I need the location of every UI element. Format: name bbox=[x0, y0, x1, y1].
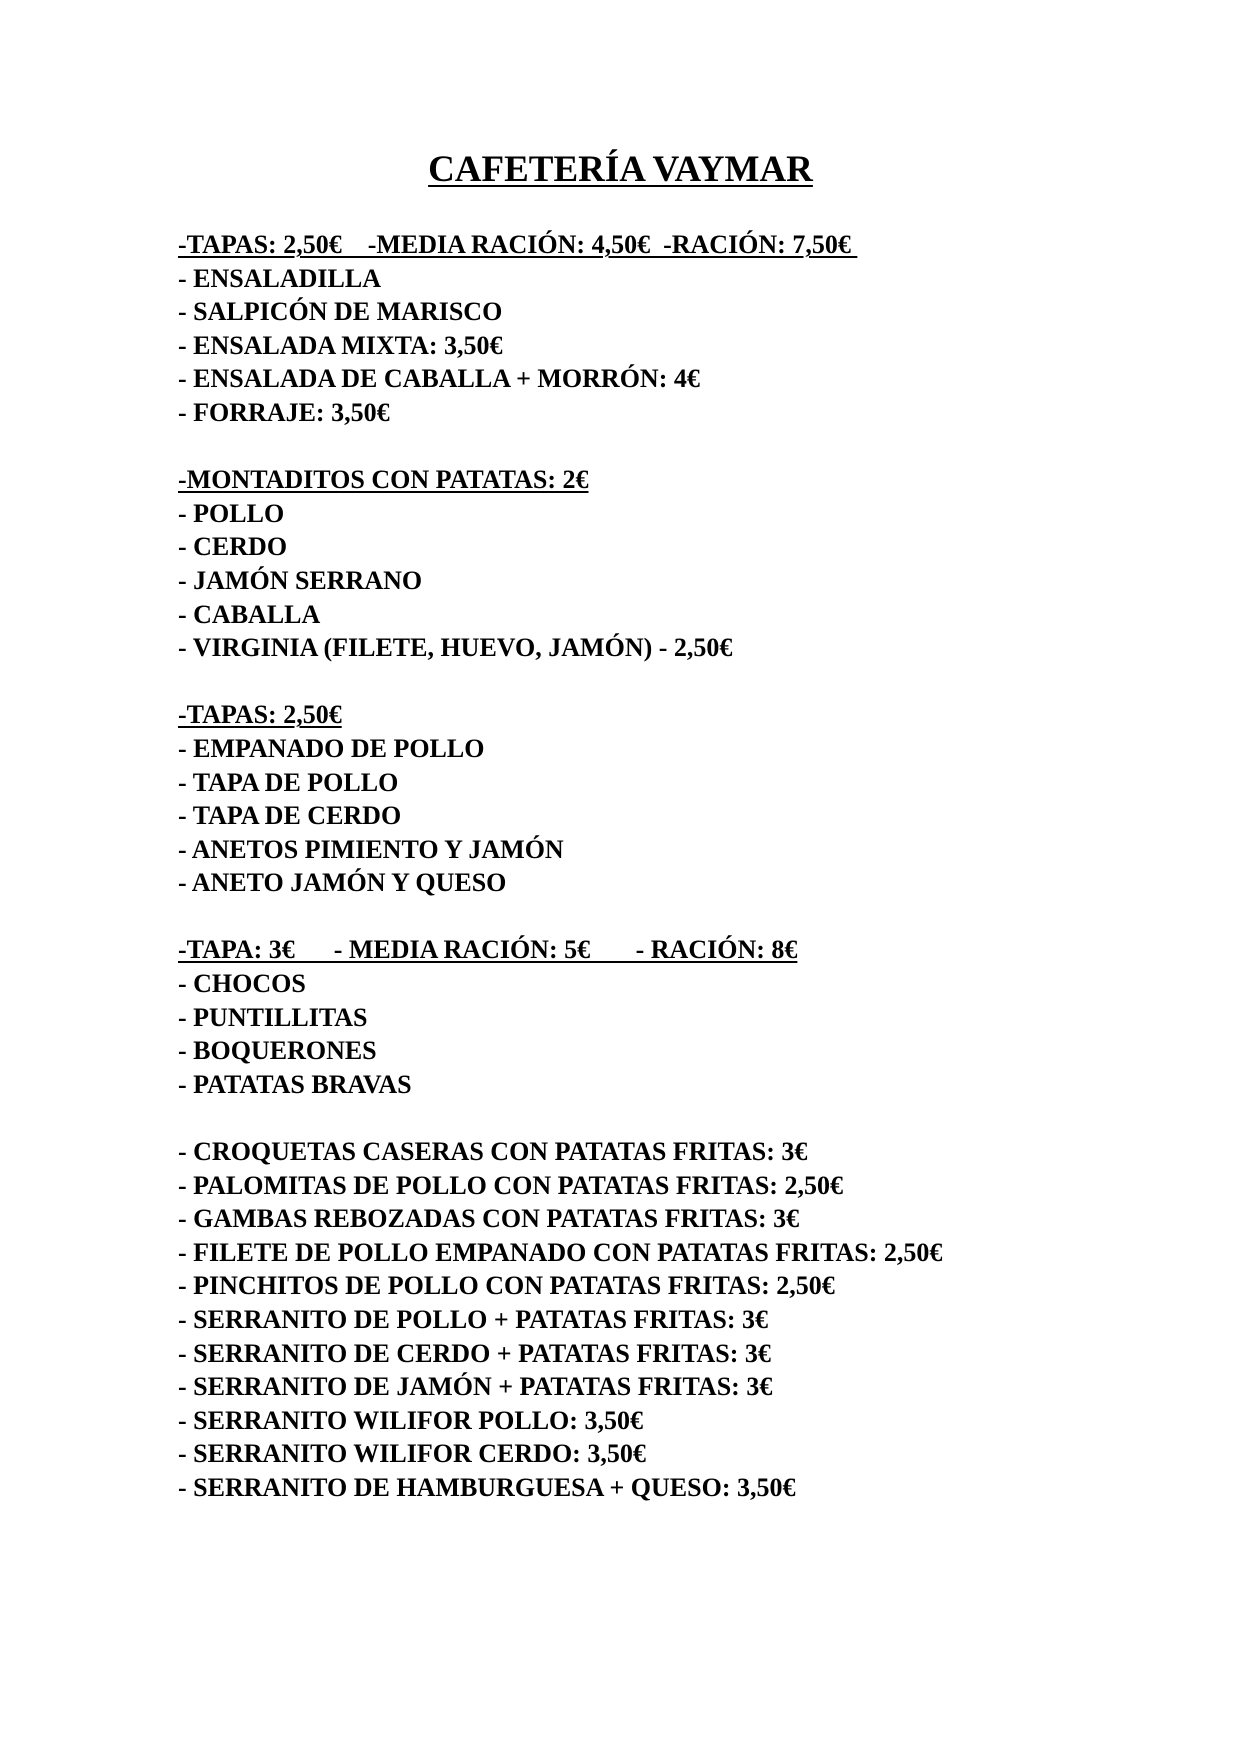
menu-item: - ANETOS PIMIENTO Y JAMÓN bbox=[178, 834, 564, 864]
menu-item: - JAMÓN SERRANO bbox=[178, 565, 423, 595]
menu-item: - ANETO JAMÓN Y QUESO bbox=[178, 868, 507, 898]
menu-item: - POLLO bbox=[178, 498, 285, 528]
menu-item: - ENSALADA DE CABALLA + MORRÓN: 4€ bbox=[178, 364, 700, 394]
menu-item: - CROQUETAS CASERAS CON PATATAS FRITAS: 3€ bbox=[178, 1137, 808, 1167]
menu-item: - ENSALADA MIXTA: 3,50€ bbox=[178, 330, 503, 360]
section-montaditos bbox=[178, 463, 1218, 665]
section-spacer bbox=[178, 665, 1218, 699]
menu-item: - SERRANITO DE CERDO + PATATAS FRITAS: 3€ bbox=[178, 1338, 771, 1368]
menu-item: - PATATAS BRAVAS bbox=[178, 1069, 412, 1099]
menu-item: - CERDO bbox=[178, 532, 288, 562]
menu-item: - VIRGINIA (FILETE, HUEVO, JAMÓN) - 2,50€ bbox=[178, 633, 733, 663]
menu-item: - SERRANITO DE HAMBURGUESA + QUESO: 3,50€ bbox=[178, 1472, 796, 1502]
page-title: CAFETERÍA VAYMAR bbox=[428, 149, 813, 190]
section-header: -TAPAS: 2,50€ bbox=[178, 700, 342, 730]
section-header: -MONTADITOS CON PATATAS: 2€ bbox=[178, 465, 589, 495]
menu-item: - SERRANITO DE JAMÓN + PATATAS FRITAS: 3€ bbox=[178, 1372, 773, 1402]
menu-item: - FORRAJE: 3,50€ bbox=[178, 397, 390, 427]
menu-item: - CABALLA bbox=[178, 599, 321, 629]
menu-item: - TAPA DE CERDO bbox=[178, 801, 402, 831]
section-fritura bbox=[178, 933, 1218, 1101]
menu-item: - EMPANADO DE POLLO bbox=[178, 733, 485, 763]
menu-item: - BOQUERONES bbox=[178, 1036, 377, 1066]
menu-item: - FILETE DE POLLO EMPANADO CON PATATAS FRITAS: 2,50€ bbox=[178, 1237, 943, 1267]
menu-item: - SERRANITO WILIFOR CERDO: 3,50€ bbox=[178, 1439, 646, 1469]
menu-item: - CHOCOS bbox=[178, 969, 306, 999]
menu-item: - GAMBAS REBOZADAS CON PATATAS FRITAS: 3€ bbox=[178, 1204, 800, 1234]
section-spacer bbox=[178, 900, 1218, 934]
menu-item: - TAPA DE POLLO bbox=[178, 767, 399, 797]
menu-item: - PALOMITAS DE POLLO CON PATATAS FRITAS: 2,50€ bbox=[178, 1170, 843, 1200]
menu-content bbox=[178, 228, 1218, 1505]
section-tapas bbox=[178, 698, 1218, 900]
menu-item: - ENSALADILLA bbox=[178, 263, 381, 293]
section-header: -TAPAS: 2,50€ -MEDIA RACIÓN: 4,50€ -RACIÓN: 7,50€ bbox=[178, 230, 858, 259]
section-header: -TAPA: 3€ - MEDIA RACIÓN: 5€ - RACIÓN: 8€ bbox=[178, 935, 798, 965]
section-platos-patatas bbox=[178, 1135, 1218, 1505]
menu-item: - SERRANITO WILIFOR POLLO: 3,50€ bbox=[178, 1405, 643, 1435]
menu-item: - SERRANITO DE POLLO + PATATAS FRITAS: 3€ bbox=[178, 1305, 769, 1334]
section-tapas-raciones bbox=[178, 228, 1218, 430]
menu-item: - PUNTILLITAS bbox=[178, 1002, 368, 1032]
menu-item: - PINCHITOS DE POLLO CON PATATAS FRITAS: 2,50€ bbox=[178, 1271, 835, 1301]
section-spacer bbox=[178, 430, 1218, 464]
section-spacer bbox=[178, 1101, 1218, 1135]
menu-item: - SALPICÓN DE MARISCO bbox=[178, 297, 503, 327]
